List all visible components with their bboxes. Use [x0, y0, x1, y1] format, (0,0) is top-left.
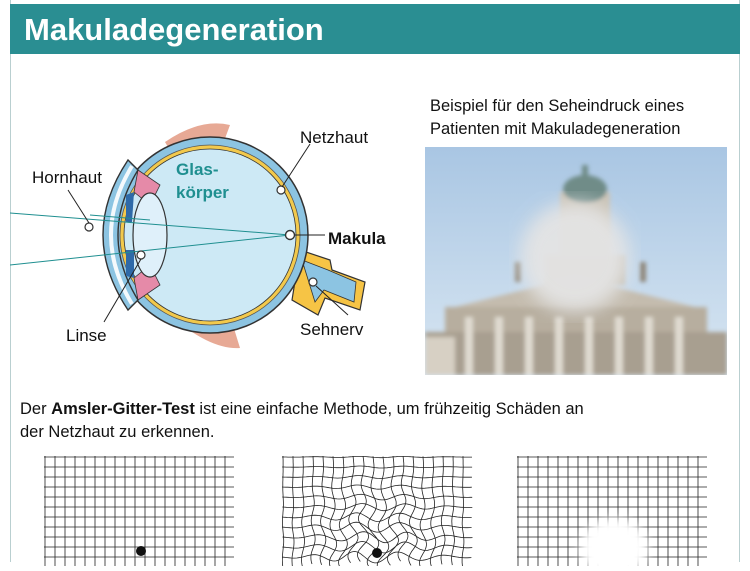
amsler-intro-line2: der Netzhaut zu erkennen. [20, 423, 215, 441]
grid-blind-spot-svg [517, 456, 711, 566]
blurred-building-photo [425, 147, 727, 375]
amsler-grid-blind-spot [517, 456, 711, 571]
page-title: Makuladegeneration [24, 12, 324, 47]
amsler-intro-line1 [20, 398, 720, 421]
amsler-grid-normal [44, 456, 238, 571]
label-macula: Makula [328, 229, 386, 248]
intro-rest: ist eine einfache Methode, um frühzeitig Schäden an [194, 400, 584, 418]
intro-prefix: Der [20, 400, 52, 418]
retina-marker [277, 186, 285, 194]
label-lens: Linse [66, 326, 107, 345]
optic-nerve-marker [309, 278, 317, 286]
label-retina: Netzhaut [300, 128, 369, 147]
label-optic-nerve: Sehnerv [300, 320, 364, 339]
grid-normal-svg [44, 456, 238, 566]
label-vitreous-line2: körper [176, 183, 229, 202]
example-caption [430, 95, 740, 141]
amsler-intro [20, 398, 720, 444]
intro-bold-term: Amsler-Gitter-Test [51, 400, 195, 418]
label-vitreous-line1: Glas- [176, 160, 219, 179]
grid-distorted-svg [282, 456, 476, 566]
label-cornea: Hornhaut [32, 168, 102, 187]
macula-marker [286, 231, 295, 240]
amsler-grid-distorted [282, 456, 476, 571]
cornea-marker [85, 223, 93, 231]
fixation-dot [372, 548, 382, 558]
example-photo [425, 147, 727, 375]
lens-marker [137, 251, 145, 259]
example-caption-line2: Patienten mit Makuladegeneration [430, 120, 681, 138]
title-bar [10, 4, 740, 54]
fixation-dot [136, 546, 146, 556]
example-caption-line1: Beispiel für den Seheindruck eines [430, 97, 685, 115]
macula-blur-spot [520, 202, 630, 312]
leader-retina [282, 144, 310, 187]
